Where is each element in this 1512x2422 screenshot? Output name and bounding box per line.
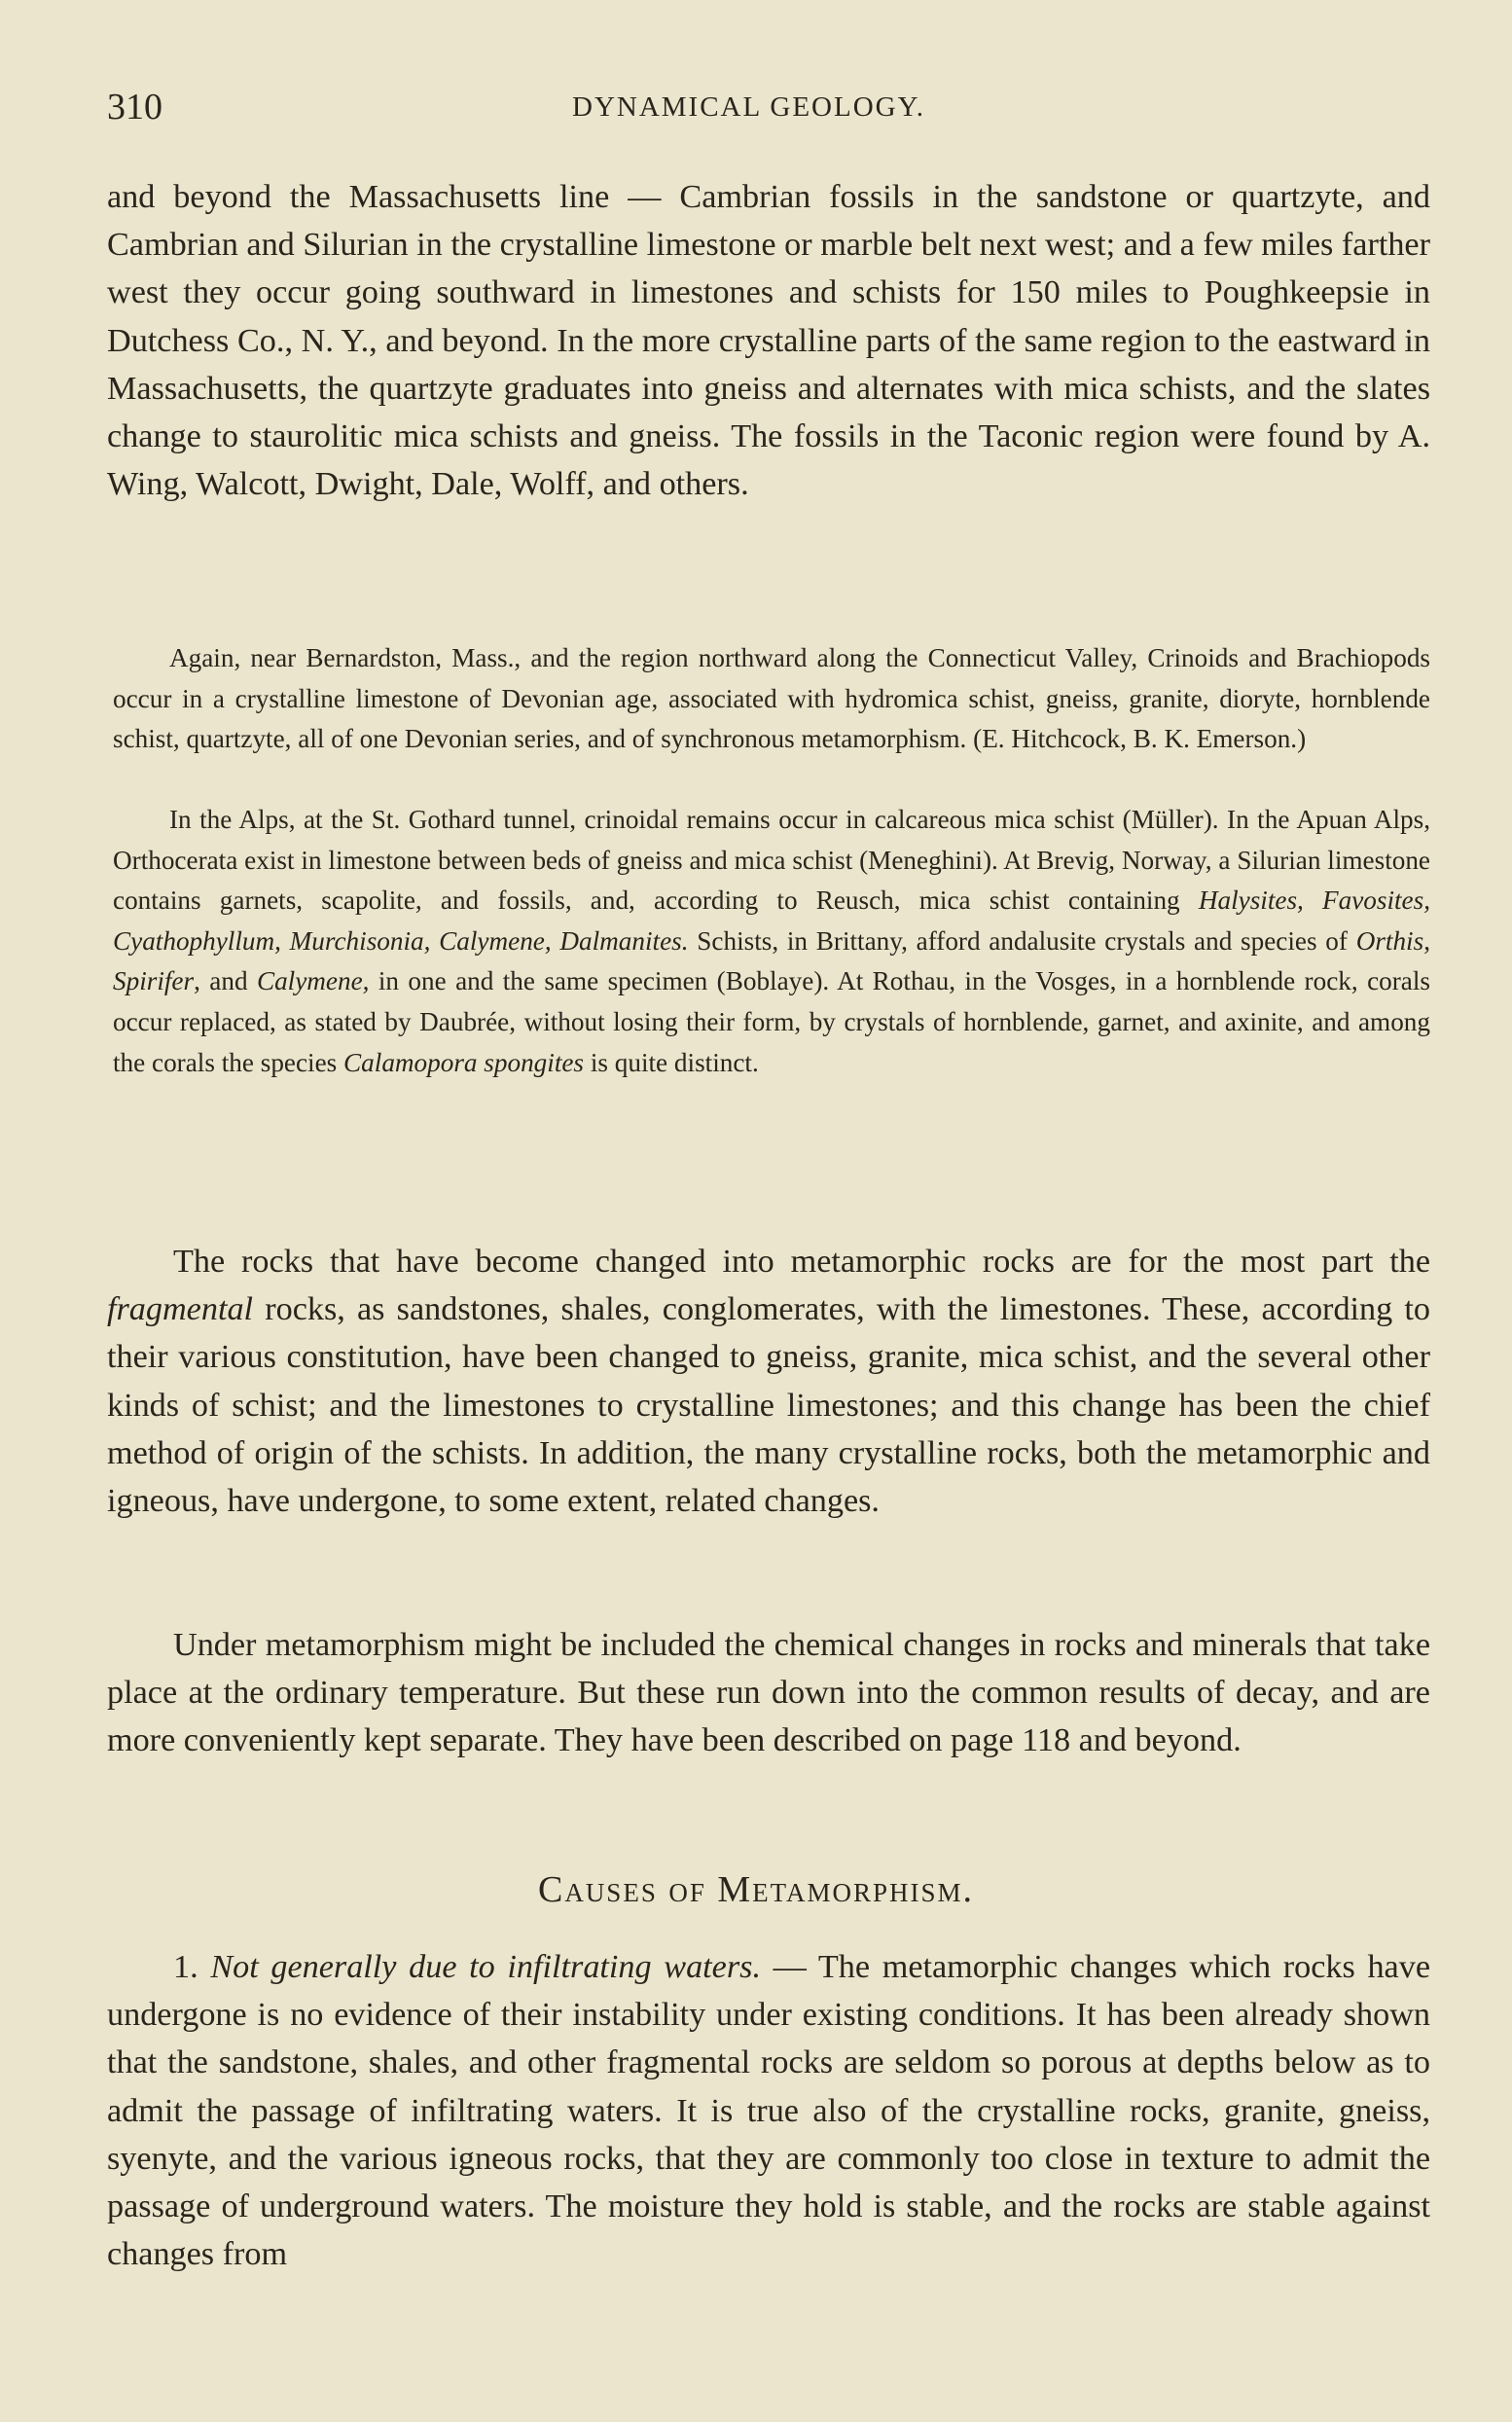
running-title: DYNAMICAL GEOLOGY. [572,91,926,123]
alps-text-4: , and [194,966,257,996]
alps-text-6: is quite distinct. [584,1047,759,1077]
running-head [107,86,1434,134]
alps-text-3: , [1423,925,1430,956]
alps-text-5: in one and the same specimen (Boblaye). At Rothau, in the Vosges, in a hornblende rock, corals occur replaced, as stated by Daubrée, without losing their form, by crystals of hornblende, garnet, and axinite, and among the corals the species [113,966,1430,1077]
fragmental-emphasis: fragmental [107,1291,254,1328]
genus-spirifer: Spirifer [113,966,195,996]
alps-text-2: Schists, in Brittany, afford andalusite crystals and species of [688,925,1356,956]
genus-orthis: Orthis [1355,925,1424,956]
paragraph-infiltrating-waters [107,1943,1430,2278]
item-number: 1. [173,1949,211,1985]
paragraph-ordinary-temperature: Under metamorphism might be included the chemical changes in rocks and minerals that take place at the ordinary temperature. But these run down into the common results of decay, and are more conveniently kept separate. They have been described on page 118 and beyond. [107,1627,1430,1759]
alps-text-1: In the Alps, at the St. Gothard tunnel, crinoidal remains occur in calcareous mica schist (Müller). In the Apuan Alps, Orthocerata exist in limestone between beds of gneiss and mica schist (Meneghini). At Brevig, Norway, a Silurian limestone contains garnets, scapolite, and fossils, and, according to Reusch, mica schist containing [113,805,1430,916]
item-text: The metamorphic changes which rocks have undergone is no evidence of their instability under existing conditions. It has been already shown that the sandstone, shales, and other fragmental rocks are seldom so porous at depths below as to admit the passage of infiltrating waters. It is true also of the crystalline rocks, granite, gneiss, syenyte, and the various igneous rocks, that they are commonly too close in texture to admit the passage of underground waters. The moisture they hold is stable, and the rocks are stable against changes from [107,1949,1430,2273]
section-heading: Causes of Metamorphism. [537,1869,975,1910]
item-dash: — [761,1949,818,1985]
page-number: 310 [107,87,162,127]
genera-list: Halysites, Favosites, Cyathophyllum, Murchisonia, Calymene, Dalmanites. [113,886,1431,956]
small-paragraph-bernardston: Again, near Bernardston, Mass., and the region northward along the Connecticut Valley, Crinoids and Brachiopods occur in a crystalline limestone of Devonian age, associated with hydromica schist, gneiss, granite, dioryte, hornblende schist, quartzyte, all of one Devonian series, and of synchronous metamorphism. (E. Hitchcock, B. K. Emerson.) [113,643,1430,754]
species-name: Calamopora spongites [343,1047,585,1077]
paragraph-fragmental-rocks [107,1238,1430,1525]
small-paragraph-alps [113,800,1430,1083]
genus-calymene: Calymene, [256,966,370,996]
fragmental-text-1: The rocks that have become changed into metamorphic rocks are for the most part the [173,1244,1430,1280]
fragmental-text-2: rocks, as sandstones, shales, conglomerates, with the limestones. These, according to their various constitution, have been changed to gneiss, granite, mica schist, and the several other kinds of schist; and the limestones to crystalline limestones; and this change has been the chief method of origin of the schists. In addition, the many crystalline rocks, both the metamorphic and igneous, have undergone, to some extent, related changes. [107,1291,1430,1520]
paragraph-taconic-fossils: and beyond the Massachusetts line — Cambrian fossils in the sandstone or quartzyte, and Cambrian and Silurian in the crystalline limestone or marble belt next west; and a few miles farther west they occur going southward in limestones and schists for 150 miles to Poughkeepsie in Dutchess Co., N. Y., and beyond. In the more crystalline parts of the same region to the eastward in Massachusetts, the quartzyte graduates into gneiss and alternates with mica schists, and the slates change to staurolitic mica schists and gneiss. The fossils in the Taconic region were found by A. Wing, Walcott, Dwight, Dale, Wolff, and others. [107,179,1430,503]
item-title: Not generally due to infiltrating waters. [210,1949,761,1985]
